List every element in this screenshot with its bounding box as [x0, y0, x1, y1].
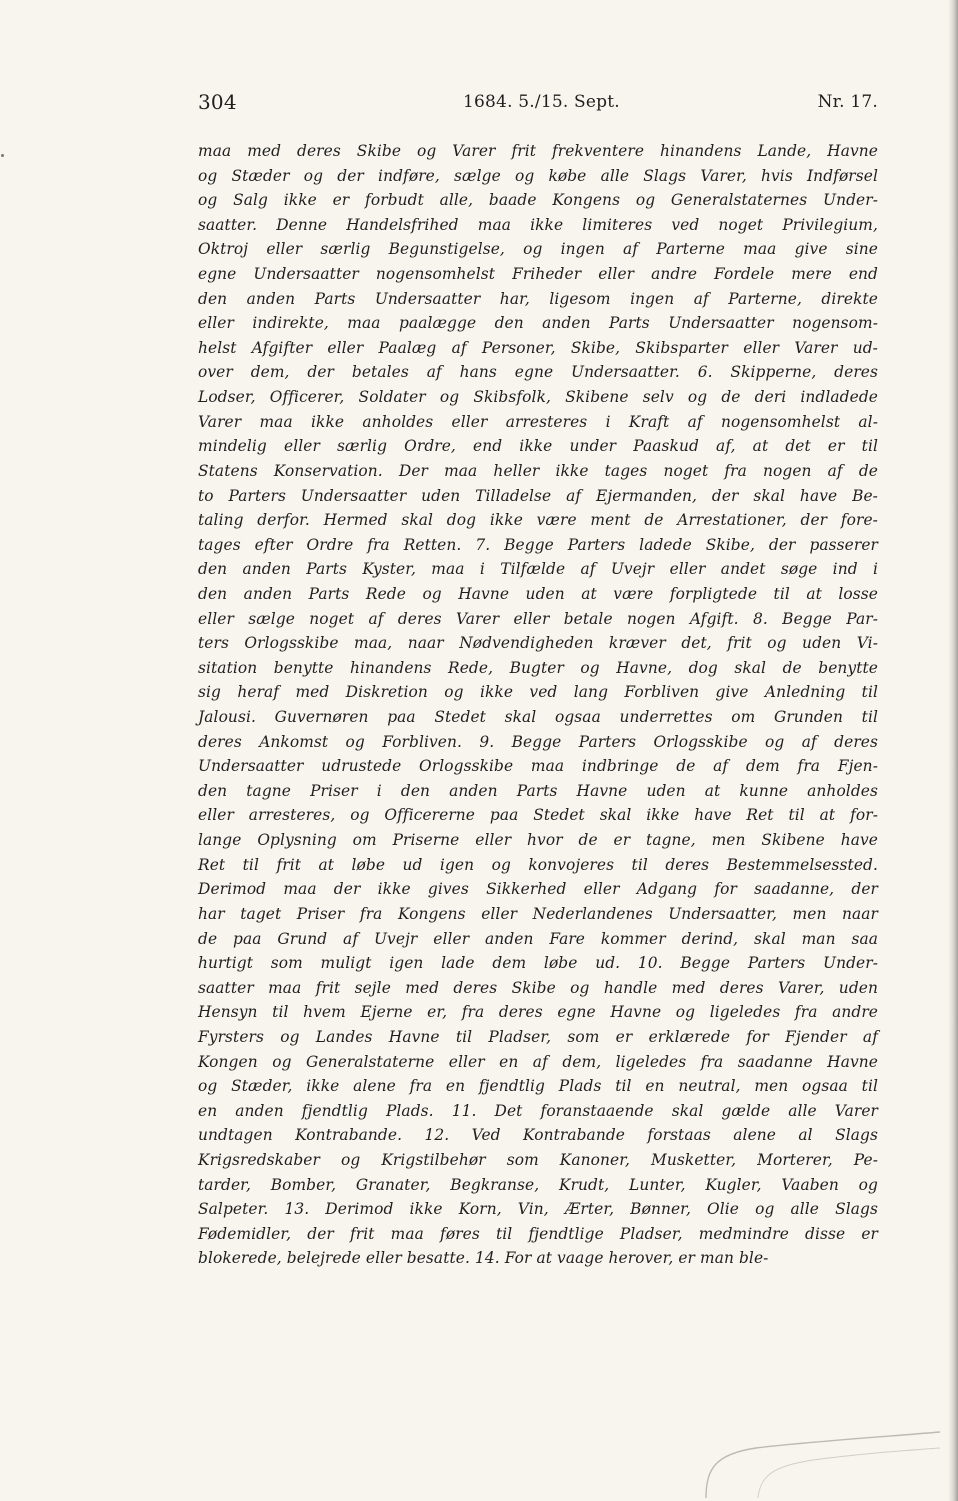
- text-line: saatter maa frit sejle med deres Skibe og handle med deres Varer, uden: [198, 978, 878, 997]
- text-line: den anden Parts Kyster, maa i Tilfælde af Uvejr eller andet søge ind i: [198, 560, 878, 579]
- text-line: egne Undersaatter nogensomhelst Friheder eller andre Fordele mere end: [198, 265, 878, 284]
- text-line: og Stæder, ikke alene fra en fjendtlig Plads til en neutral, men ogsaa til: [198, 1077, 878, 1096]
- text-line: har taget Priser fra Kongens eller Nederlandenes Undersaatter, men naar: [198, 904, 878, 923]
- text-line: eller arresteres, og Officererne paa Stedet skal ikke have Ret til at for-: [198, 806, 878, 825]
- text-line: blokerede, belejrede eller besatte. 14. For at vaage herover, er man ble-: [198, 1249, 769, 1268]
- text-line: saatter. Denne Handelsfrihed maa ikke limiteres ved noget Privilegium,: [198, 215, 878, 234]
- text-line: den tagne Priser i den anden Parts Havne uden at kunne anholdes: [198, 781, 878, 800]
- margin-mark: [1, 154, 4, 157]
- text-line: Lodser, Officerer, Soldater og Skibsfolk, Skibene selv og de deri indladede: [198, 388, 878, 407]
- text-line: sig heraf med Diskretion og ikke ved lang Forbliven give Anledning til: [198, 683, 878, 702]
- text-line: mindelig eller særlig Ordre, end ikke under Paaskud af, at det er til: [198, 437, 878, 456]
- text-line: maa med deres Skibe og Varer frit frekventere hinandens Lande, Havne: [198, 142, 878, 160]
- date-heading: 1684. 5./15. Sept.: [463, 92, 620, 112]
- text-line: Hensyn til hvem Ejerne er, fra deres egne Havne og ligeledes fra andre: [198, 1003, 878, 1022]
- text-line: deres Ankomst og Forbliven. 9. Begge Parters Orlogsskibe og af deres: [198, 732, 878, 751]
- text-line: tarder, Bomber, Granater, Begkranse, Krudt, Lunter, Kugler, Vaaben og: [198, 1175, 878, 1194]
- body-text: [198, 139, 878, 1271]
- text-line: ters Orlogsskibe maa, naar Nødvendigheden kræver det, frit og uden Vi-: [198, 634, 878, 653]
- text-line: helst Afgifter eller Paalæg af Personer, Skibe, Skibsparter eller Varer ud-: [198, 338, 878, 357]
- page-header: [198, 90, 878, 120]
- text-line: og Stæder og der indføre, sælge og købe alle Slags Varer, hvis Indførsel: [198, 166, 878, 185]
- text-line: Salpeter. 13. Derimod ikke Korn, Vin, Ærter, Bønner, Olie og alle Slags: [198, 1200, 878, 1219]
- text-line: Derimod maa der ikke gives Sikkerhed eller Adgang for saadanne, der: [198, 880, 878, 899]
- text-line: Ret til frit at løbe ud igen og konvojeres til deres Bestemmelsessted.: [198, 855, 878, 874]
- text-line: sitation benytte hinandens Rede, Bugter og Havne, dog skal de benytte: [198, 658, 878, 677]
- text-line: tages efter Ordre fra Retten. 7. Begge Parters ladede Skibe, der passerer: [198, 535, 878, 554]
- text-line: den anden Parts Undersaatter har, ligesom ingen af Parterne, direkte: [198, 289, 878, 308]
- text-line: lange Oplysning om Priserne eller hvor de er tagne, men Skibene have: [198, 831, 878, 850]
- text-line: undtagen Kontrabande. 12. Ved Kontrabande forstaas alene al Slags: [198, 1126, 878, 1145]
- text-line: Undersaatter udrustede Orlogsskibe maa indbringe de af dem fra Fjen-: [198, 757, 878, 776]
- text-line: Krigsredskaber og Krigstilbehør som Kanoner, Musketter, Morterer, Pe-: [198, 1150, 878, 1169]
- text-line: eller indirekte, maa paalægge den anden Parts Undersaatter nogensom-: [198, 314, 878, 333]
- text-line: hurtigt som muligt igen lade dem løbe ud. 10. Begge Parters Under-: [198, 954, 878, 973]
- page-curl-mark: [698, 1420, 948, 1498]
- text-line: Varer maa ikke anholdes eller arresteres i Kraft af nogensomhelst al-: [198, 412, 878, 431]
- text-line: den anden Parts Rede og Havne uden at være forpligtede til at losse: [198, 584, 878, 603]
- text-line: og Salg ikke er forbudt alle, baade Kongens og Generalstaternes Under-: [198, 191, 878, 210]
- document-number: Nr. 17.: [817, 92, 878, 112]
- page-number: 304: [198, 90, 237, 114]
- page-edge-shadow: [948, 0, 958, 1501]
- text-line: over dem, der betales af hans egne Undersaatter. 6. Skipperne, deres: [198, 363, 878, 382]
- text-line: en anden fjendtlig Plads. 11. Det foranstaaende skal gælde alle Varer: [198, 1101, 878, 1120]
- text-line: Oktroj eller særlig Begunstigelse, og ingen af Parterne maa give sine: [198, 240, 878, 259]
- text-line: Statens Konservation. Der maa heller ikke tages noget fra nogen af de: [198, 461, 878, 480]
- text-line: de paa Grund af Uvejr eller anden Fare kommer derind, skal man saa: [198, 929, 878, 948]
- text-line: taling derfor. Hermed skal dog ikke være ment de Arrestationer, der fore-: [198, 511, 878, 530]
- text-line: Jalousi. Guvernøren paa Stedet skal ogsaa underrettes om Grunden til: [198, 708, 878, 727]
- text-line: Kongen og Generalstaterne eller en af dem, ligeledes fra saadanne Havne: [198, 1052, 878, 1071]
- text-line: eller sælge noget af deres Varer eller betale nogen Afgift. 8. Begge Par-: [198, 609, 878, 628]
- text-line: Fyrsters og Landes Havne til Pladser, som er erklærede for Fjender af: [198, 1027, 878, 1046]
- text-line: to Parters Undersaatter uden Tilladelse af Ejermanden, der skal have Be-: [198, 486, 878, 505]
- text-line: Fødemidler, der frit maa føres til fjendtlige Pladser, medmindre disse er: [198, 1224, 878, 1243]
